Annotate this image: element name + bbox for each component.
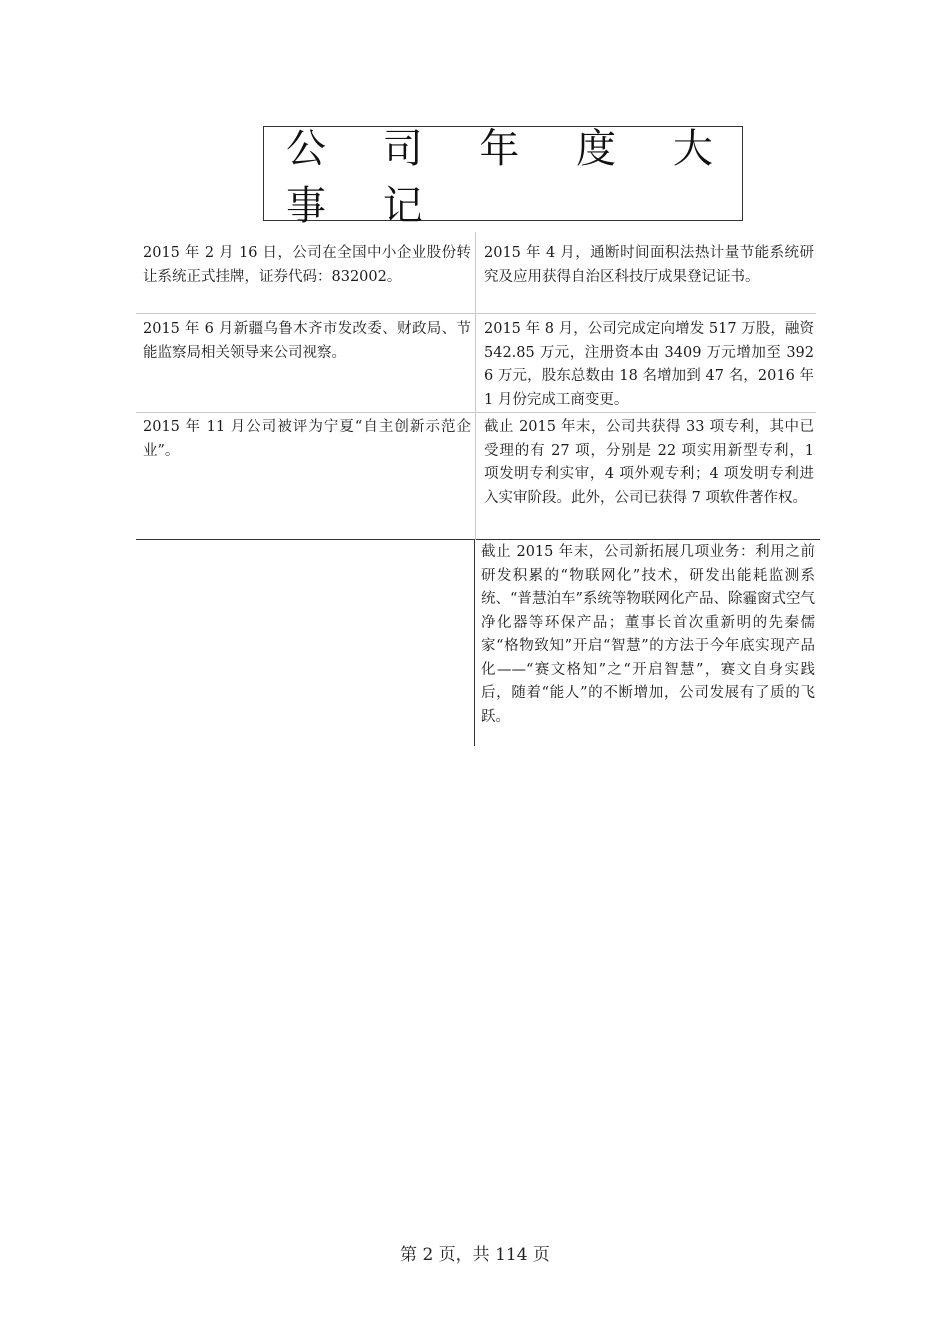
column-divider bbox=[474, 540, 475, 746]
page-title: 公 司 年 度 大 事 记 bbox=[286, 125, 735, 229]
event-2015-06: 2015 年 6 月新疆乌鲁木齐市发改委、财政局、节能监察局相关领导来公司视察。 bbox=[143, 321, 471, 361]
row-divider bbox=[136, 539, 820, 540]
event-patents: 截止 2015 年末，公司共获得 33 项专利，其中已受理的有 27 项，分别是 22 项实用新型专利，1 项发明专利实审，4 项外观专利；4 项发明专利进入实审阶段。此外，公司已获得 7 项软件著作权。 bbox=[484, 419, 814, 506]
page-footer: 第 2 页，共 114 页 bbox=[400, 1245, 550, 1265]
row-divider bbox=[136, 313, 816, 314]
row-divider bbox=[136, 412, 816, 413]
event-2015-11: 2015 年 11 月公司被评为宁夏“自主创新示范企业”。 bbox=[143, 419, 471, 459]
column-divider bbox=[475, 232, 476, 540]
title-box bbox=[263, 125, 743, 229]
event-2015-04: 2015 年 4 月，通断时间面积法热计量节能系统研究及应用获得自治区科技厅成果登记证书。 bbox=[484, 245, 814, 285]
event-2015-02: 2015 年 2 月 16 日，公司在全国中小企业股份转让系统正式挂牌，证券代码：832002。 bbox=[143, 245, 471, 285]
event-2015-08: 2015 年 8 月，公司完成定向增发 517 万股，融资 542.85 万元，注册资本由 3409 万元增加至 3926 万元，股东总数由 18 名增加到 47 名，2016 年 1 月份完成工商变更。 bbox=[484, 321, 814, 408]
event-new-business: 截止 2015 年末，公司新拓展几项业务：利用之前研发积累的“物联网化”技术，研发出能耗监测系统、“普慧泊车”系统等物联网化产品、除霾窗式空气净化器等环保产品；董事长首次重新明的先秦儒家“格物致知”开启“智慧”的方法于今年底实现产品化——“赛文格知”之“开启智慧”，赛文自身实践后，随着“能人”的不断增加，公司发展有了质的飞跃。 bbox=[481, 544, 815, 725]
